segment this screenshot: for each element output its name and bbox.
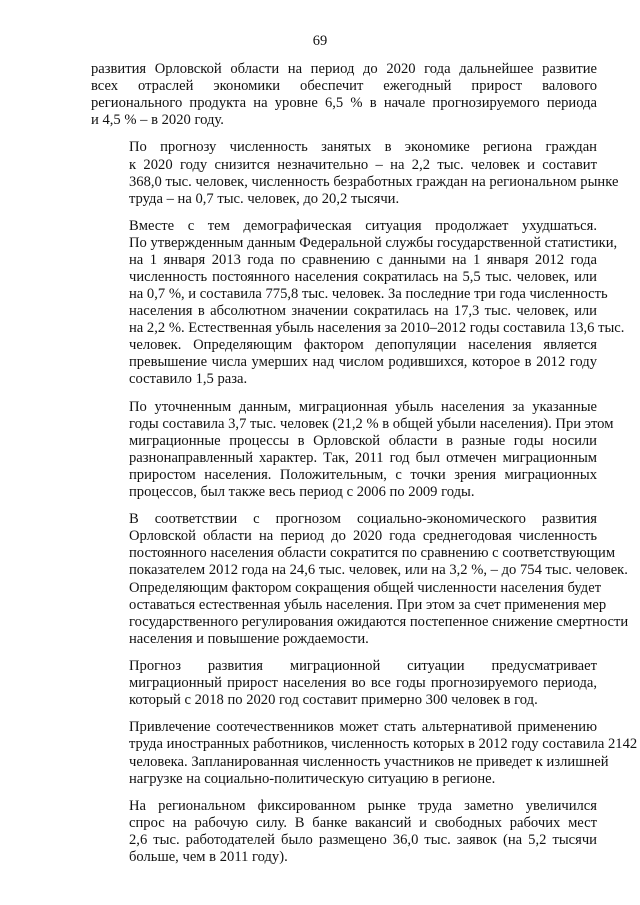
paragraph bbox=[91, 61, 597, 129]
text-line: По прогнозу численность занятых в экономике региона граждан bbox=[129, 139, 597, 156]
text-line: который с 2018 по 2020 год составит примерно 300 человек в год. bbox=[129, 692, 538, 709]
text-line: разнонаправленный характер. Так, 2011 год был отмечен миграционным bbox=[129, 449, 597, 466]
text-line: превышение числа умерших над числом родившихся, которое в 2012 году bbox=[129, 354, 597, 371]
text-line: регионального продукта на уровне 6,5 % в начале прогнозируемого периода bbox=[91, 95, 597, 112]
paragraph bbox=[91, 398, 614, 501]
text-line: показателем 2012 года на 24,6 тыс. человек, или на 3,2 %, – до 754 тыс. человек. bbox=[129, 562, 628, 579]
text-line: Прогноз развития миграционной ситуации предусматривает bbox=[129, 657, 597, 674]
text-line: человека. Запланированная численность участников не приведет к излишней bbox=[129, 753, 609, 770]
text-line: спрос на рабочую силу. В банке вакансий и свободных рабочих мест bbox=[129, 814, 597, 831]
text-line: на 1 января 2013 года по сравнению с данными на 1 января 2012 года bbox=[129, 252, 597, 269]
page-number: 69 bbox=[312, 33, 328, 49]
paragraph bbox=[91, 139, 619, 207]
text-line: постоянного населения области сократится по сравнению с соответствующим bbox=[129, 545, 616, 562]
paragraph bbox=[91, 658, 597, 709]
text-line: государственного регулирования ожидаются постепенное снижение смертности bbox=[129, 613, 629, 630]
text-line: 368,0 тыс. человек, численность безработных граждан на региональном рынке bbox=[129, 173, 619, 190]
text-line: всех отраслей экономики обеспечит ежегодный прирост валового bbox=[91, 78, 597, 95]
text-line: оставаться естественная убыль населения. При этом за счет применения мер bbox=[129, 596, 607, 613]
text-line: миграционные процессы в Орловской области в разные годы носили bbox=[129, 432, 597, 449]
text-line: населения и повышение рождаемости. bbox=[129, 630, 369, 647]
text-line: на 2,2 %. Естественная убыль населения за 2010–2012 годы составила 13,6 тыс. bbox=[129, 320, 625, 337]
text-line: миграционный прирост населения во все годы прогнозируемого периода, bbox=[129, 675, 597, 692]
text-line: приростом населения. Положительным, с точки зрения миграционных bbox=[129, 466, 597, 483]
text-line: Определяющим фактором сокращения общей численности населения будет bbox=[129, 579, 602, 596]
text-line: В соответствии с прогнозом социально-экономического развития bbox=[129, 511, 597, 528]
text-line: больше, чем в 2011 году). bbox=[129, 849, 288, 866]
text-line: развития Орловской области на период до 2020 года дальнейшее развитие bbox=[91, 61, 597, 77]
text-line: годы составила 3,7 тыс. человек (21,2 % в общей убыли населения). При этом bbox=[129, 415, 614, 432]
text-line: 2,6 тыс. работодателей было размещено 36,0 тыс. заявок (на 5,2 тысячи bbox=[129, 832, 597, 848]
text-line: Вместе с тем демографическая ситуация продолжает ухудшаться. bbox=[129, 217, 597, 234]
text-line: По уточненным данным, миграционная убыль населения за указанные bbox=[129, 398, 597, 415]
text-line: составило 1,5 раза. bbox=[129, 371, 248, 388]
text-line: численность постоянного населения сократилась на 5,5 тыс. человек, или bbox=[129, 269, 597, 286]
text-line: На региональном фиксированном рынке труда заметно увеличился bbox=[129, 797, 597, 814]
text-line: труда – на 0,7 тыс. человек, до 20,2 тысячи. bbox=[129, 190, 400, 207]
paragraph bbox=[91, 719, 638, 787]
body-text bbox=[91, 61, 638, 866]
paragraph bbox=[91, 798, 597, 866]
text-line: к 2020 году снизится незначительно – на 2,2 тыс. человек и составит bbox=[129, 156, 597, 173]
text-line: труда иностранных работников, численность которых в 2012 году составила 2142 bbox=[129, 736, 638, 753]
text-line: на 0,7 %, и составила 775,8 тыс. человек. За последние три года численность bbox=[129, 286, 608, 303]
text-line: человек. Определяющим фактором депопуляции населения является bbox=[129, 337, 597, 354]
paragraph bbox=[91, 217, 625, 388]
text-line: населения в абсолютном значении сократилась на 17,3 тыс. человек, или bbox=[129, 303, 597, 320]
text-line: нагрузке на социально-политическую ситуацию в регионе. bbox=[129, 770, 496, 787]
text-line: и 4,5 % – в 2020 году. bbox=[91, 112, 224, 129]
paragraph bbox=[91, 511, 629, 647]
text-line: процессов, был также весь период с 2006 по 2009 годы. bbox=[129, 483, 475, 500]
text-line: По утвержденным данным Федеральной службы государственной статистики, bbox=[129, 235, 618, 252]
text-line: Привлечение соотечественников может стать альтернативой применению bbox=[129, 719, 597, 736]
text-line: Орловской области на период до 2020 года среднегодовая численность bbox=[129, 528, 597, 545]
